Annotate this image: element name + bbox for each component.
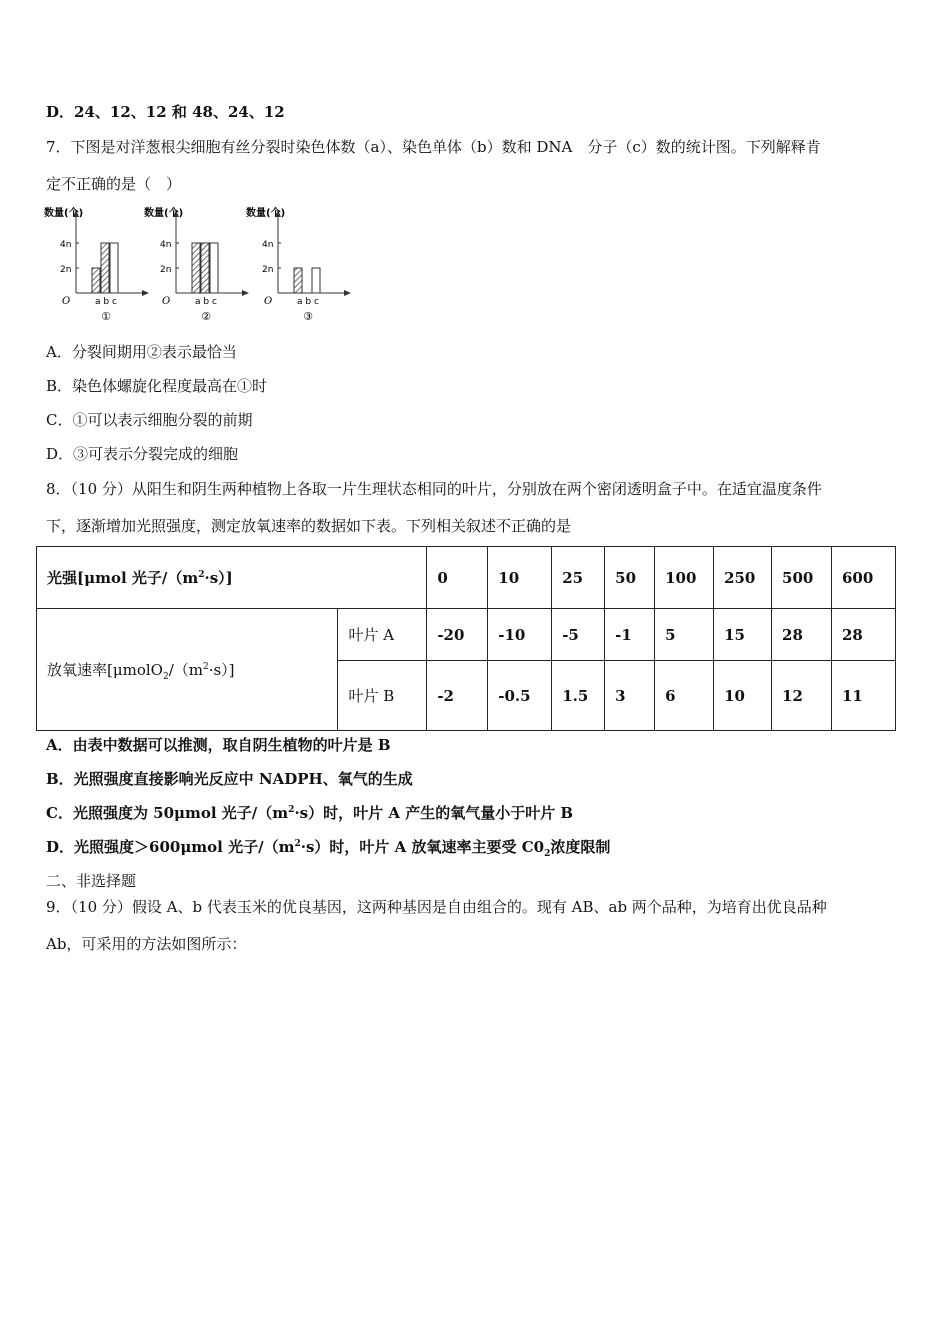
q7-option-c: C．①可以表示细胞分裂的前期 (46, 411, 253, 429)
y-axis-label: 数量(个) (144, 208, 184, 219)
light-value-cell: 500 (772, 547, 832, 609)
bar (110, 243, 118, 293)
y-axis-label: 数量(个) (246, 208, 286, 219)
bar (210, 243, 218, 293)
tick-label-2n: 2n (60, 265, 72, 275)
table-row-light (37, 547, 896, 609)
q8-stem-line1: 8．（10 分）从阳生和阴生两种植物上各取一片生理状态相同的叶片，分别放在两个密闭透明盒子中。在适宜温度条件 (46, 480, 822, 498)
tick-label-2n: 2n (262, 265, 274, 275)
panel-label: ② (201, 310, 211, 323)
leaf-a-value-cell: -1 (605, 609, 655, 661)
q8-option-b: B．光照强度直接影响光反应中 NADPH、氧气的生成 (46, 770, 413, 788)
q8-option-a: A．由表中数据可以推测，取自阴生植物的叶片是 B (46, 736, 391, 754)
panel-label: ① (101, 310, 111, 323)
q7-stem-line1: 7．下图是对洋葱根尖细胞有丝分裂时染色体数（a）、染色单体（b）数和 DNA 分子（c）数的统计图。下列解释肯 (46, 138, 821, 156)
table-row-leaf-a (37, 609, 896, 661)
leaf-b-value-cell: 12 (772, 661, 832, 731)
section-title: 二、非选择题 (46, 872, 137, 890)
bar (101, 243, 109, 293)
leaf-a-value-cell: -20 (427, 609, 488, 661)
q9-stem-line2: Ab，可采用的方法如图所示： (46, 935, 247, 953)
light-value-cell: 250 (714, 547, 772, 609)
tick-label-4n: 4n (60, 240, 72, 250)
leaf-a-value-cell: 15 (714, 609, 772, 661)
leaf-b-label: 叶片 B (338, 661, 427, 731)
leaf-a-value-cell: 5 (655, 609, 714, 661)
leaf-a-value-cell: 28 (831, 609, 895, 661)
tick-label-4n: 4n (262, 240, 274, 250)
leaf-b-value-cell: -0.5 (488, 661, 552, 731)
leaf-b-value-cell: 1.5 (552, 661, 605, 731)
x-axis-arrow (344, 290, 351, 296)
q7-bar-chart-figure (44, 204, 354, 326)
light-value-cell: 25 (552, 547, 605, 609)
leaf-b-value-cell: -2 (427, 661, 488, 731)
light-value-cell: 10 (488, 547, 552, 609)
q7-option-d: D．③可表示分裂完成的细胞 (46, 445, 239, 463)
leaf-a-value-cell: -5 (552, 609, 605, 661)
bar (312, 268, 320, 293)
leaf-b-value-cell: 3 (605, 661, 655, 731)
x-axis-labels: a b c (95, 297, 117, 307)
panel-label: ③ (303, 310, 313, 323)
q7-option-b: B．染色体螺旋化程度最高在①时 (46, 377, 268, 395)
q7-option-a: A．分裂间期用②表示最恰当 (46, 343, 237, 361)
leaf-a-value-cell: 28 (772, 609, 832, 661)
leaf-a-label: 叶片 A (338, 609, 427, 661)
q8-option-d: D．光照强度＞600μmol 光子$/(m^2\cdot s)$时，叶片 A 放氧速率主要受 $C0_2$浓度限制 (46, 838, 611, 859)
bar (92, 268, 100, 293)
bar (192, 243, 200, 293)
light-value-cell: 0 (427, 547, 488, 609)
q8-stem-line2: 下，逐渐增加光照强度，测定放氧速率的数据如下表。下列相关叙述不正确的是 (46, 517, 572, 535)
y-axis-label: 数量(个) (44, 208, 84, 219)
light-value-cell: 100 (655, 547, 714, 609)
x-axis-labels: a b c (297, 297, 319, 307)
origin-label: O (62, 296, 71, 307)
leaf-b-value-cell: 11 (831, 661, 895, 731)
tick-label-4n: 4n (160, 240, 172, 250)
q8-data-table (36, 546, 896, 731)
q8-option-c: C．光照强度为 50μmol 光子$/(m^2\cdot s)$时，叶片 A 产生的氧气量小于叶片 B (46, 804, 574, 822)
x-axis-arrow (142, 290, 149, 296)
leaf-b-value-cell: 6 (655, 661, 714, 731)
x-axis-labels: a b c (195, 297, 217, 307)
bar (294, 268, 302, 293)
x-axis-arrow (242, 290, 249, 296)
light-header-cell: 光强[μmol 光子$/(m^2\cdot s)$] (37, 547, 427, 609)
q6-option-d: D．24、12、12 和 48、24、12 (46, 103, 285, 121)
light-value-cell: 50 (605, 547, 655, 609)
light-value-cell: 600 (831, 547, 895, 609)
bar (201, 243, 209, 293)
origin-label: O (264, 296, 273, 307)
leaf-b-value-cell: 10 (714, 661, 772, 731)
q7-stem-line2: 定不正确的是（ ） (46, 175, 182, 193)
leaf-a-value-cell: -10 (488, 609, 552, 661)
q9-stem-line1: 9．（10 分）假设 A、b 代表玉米的优良基因，这两种基因是自由组合的。现有 AB、ab 两个品种，为培育出优良品种 (46, 898, 827, 916)
tick-label-2n: 2n (160, 265, 172, 275)
rate-header-cell: 放氧速率$[\mu molO_2/(m^2\cdot s)]$ (37, 609, 338, 731)
origin-label: O (162, 296, 171, 307)
